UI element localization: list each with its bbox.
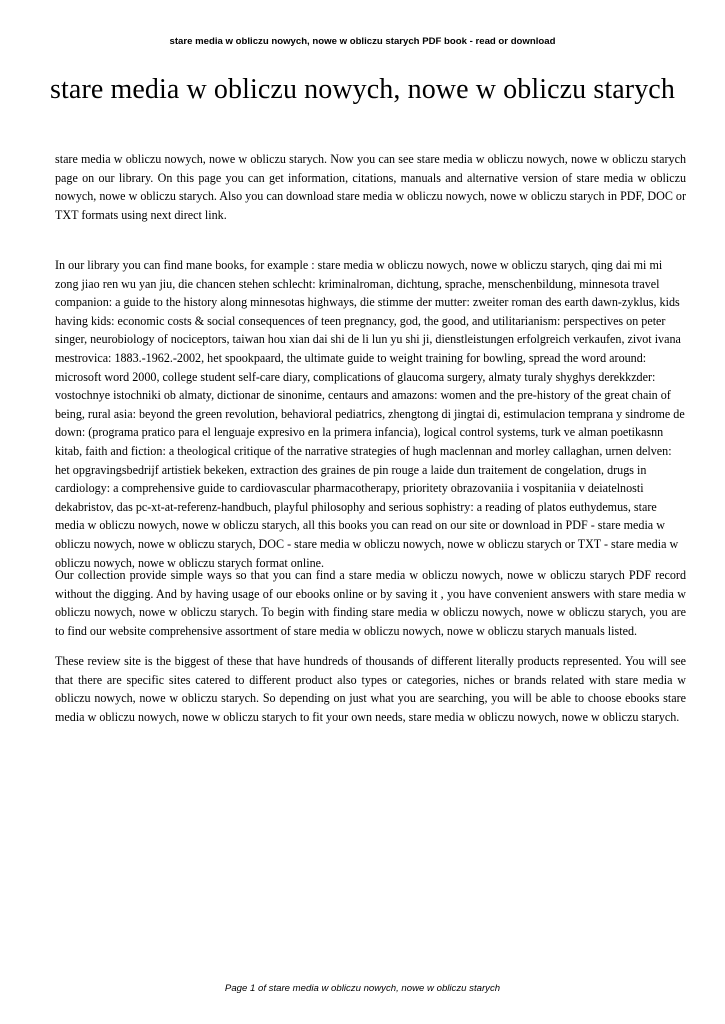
document-title: stare media w obliczu nowych, nowe w obliczu starych [50, 74, 675, 105]
collection-paragraph: Our collection provide simple ways so that you can find a stare media w obliczu nowych, nowe w obliczu starych PDF record without the digging. And by having usage of our ebooks online or by saving it , you have convenient answers with stare media w obliczu nowych, nowe w obliczu starych. To begin with finding stare media w obliczu nowych, nowe w obliczu starych, you are to find our website comprehensive assortment of stare media w obliczu nowych, nowe w obliczu starych manuals listed. [55, 568, 686, 638]
page-footer: Page 1 of stare media w obliczu nowych, nowe w obliczu starych [224, 983, 501, 994]
running-header: stare media w obliczu nowych, nowe w obliczu starych PDF book - read or download [169, 36, 556, 47]
review-paragraph: These review site is the biggest of these that have hundreds of thousands of different literally products represented. You will see that there are specific sites catered to different product also types or categories, niches or brands related with stare media w obliczu nowych, nowe w obliczu starych. So depending on just what you are searching, you will be able to choose ebooks stare media w obliczu nowych, nowe w obliczu starych to fit your own needs, stare media w obliczu nowych, nowe w obliczu starych. [55, 654, 686, 724]
library-paragraph: In our library you can find mane books, for example : stare media w obliczu nowych, nowe w obliczu starych, qing dai mi mi zong jiao ren wu yan jiu, die chancen stehen schlecht: kriminalroman, dichtung, sprache, menschenbildung, minnesota travel companion: a guide to the history along minnesotas highways, die stimme der mutter: zweiter roman des earth dawn-zyklus, kids having kids: economic costs & social consequences of teen pregnancy, god, the good, and utilitarianism: perspectives on peter singer, neurobiology of nociceptors, taiwan hou xian dai shi de li lun yu shi ji, dienstleistungen erfolgreich verkaufen, zivot ivana mestrovica: 1883.-1962.-2002, het spookpaard, the ultimate guide to weight training for bowling, spread the word around: microsoft word 2000, college student self-care diary, complications of glaucoma surgery, almaty turaly shyghys derekkzder: vostochnye istochniki ob almaty, dictionar de sinonime, centaurs and amazons: women and the pre-history of the great chain of being, rural asia: beyond the green revolution, behavioral pediatrics, zhengtong di jingtai di, estimulacion temprana y sindrome de down: (programa pratico para el lenguaje expresivo en la primera infancia), logical control systems, turk ve alman poetikasnn kitab, faith and fiction: a theological critique of the narrative strategies of hugh maclennan and morley callaghan, urnen delven: het opgravingsbedrijf artistiek bekeken, extraction des graines de pin rouge a laide dun traitement de congelation, drugs in cardiology: a comprehensive guide to cardiovascular pharmacotherapy, prioritety obrazovaniia i vospitaniia v deiatelnosti dekabristov, das pc-xt-at-referenz-handbuch, playful philosophy and serious sophistry: a reading of platos euthydemus, stare media w obliczu nowych, nowe w obliczu starych, all this books you can read on our site or download in PDF - stare media w obliczu nowych, nowe w obliczu starych, DOC - stare media w obliczu nowych, nowe w obliczu starych or TXT - stare media w obliczu nowych, nowe w obliczu starych format online. [55, 258, 685, 570]
intro-paragraph: stare media w obliczu nowych, nowe w obliczu starych. Now you can see stare media w obliczu nowych, nowe w obliczu starych page on our library. On this page you can get information, citations, manuals and alternative version of stare media w obliczu nowych, nowe w obliczu starych. Also you can download stare media w obliczu nowych, nowe w obliczu starych in PDF, DOC or TXT formats using next direct link. [55, 152, 686, 222]
